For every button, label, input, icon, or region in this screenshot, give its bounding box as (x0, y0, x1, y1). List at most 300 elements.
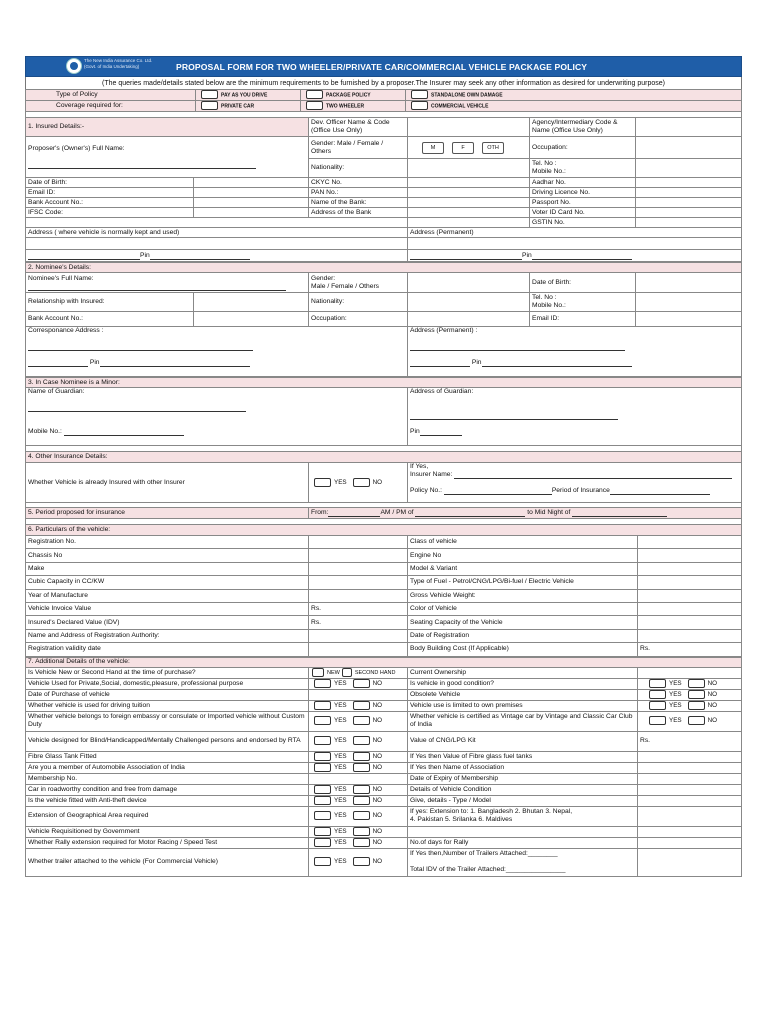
input-cell[interactable] (638, 602, 742, 615)
input-cell[interactable] (408, 198, 530, 208)
no-checkbox[interactable] (353, 716, 370, 725)
input-cell[interactable] (638, 629, 742, 642)
label: Body Building Cost (If Applicable) (408, 643, 638, 656)
input-cell[interactable] (408, 273, 530, 293)
answer-cell[interactable] (309, 667, 408, 678)
input-cell[interactable] (408, 208, 530, 218)
period-cell[interactable] (309, 508, 742, 519)
no-checkbox[interactable] (688, 716, 705, 725)
input-cell[interactable] (638, 536, 742, 549)
label: Name and Address of Registration Authority: (26, 629, 309, 642)
checkbox[interactable] (201, 101, 218, 110)
label: Name of the Bank: (309, 198, 408, 208)
label: Tel. No : (532, 160, 557, 167)
label: Date of Expiry of Membership (408, 773, 638, 784)
label: Nationality: (309, 159, 408, 178)
input-cell[interactable]: Rs. (309, 616, 408, 629)
nominee-name-cell[interactable] (26, 273, 309, 293)
no-checkbox[interactable] (353, 838, 370, 847)
guardian-cell[interactable] (26, 388, 408, 446)
label: Aadhar No. (530, 178, 636, 188)
gender-oth-box[interactable]: OTH (482, 142, 504, 154)
label: Bank Account No.: (26, 312, 194, 327)
label: CKYC No. (309, 178, 408, 188)
yes-checkbox[interactable] (649, 701, 666, 710)
input-cell[interactable] (408, 178, 530, 188)
no-checkbox[interactable] (353, 679, 370, 688)
additional-row (26, 667, 742, 678)
answer-cell[interactable] (638, 711, 742, 731)
label: Vehicle Invoice Value (26, 602, 309, 615)
section-1-title: 1. Insured Details:- (26, 118, 309, 137)
yes-checkbox[interactable] (314, 478, 331, 487)
input-cell[interactable] (408, 293, 530, 312)
intro-note: (The queries made/details stated below are the minimum requirements to be furnished by a proposer.The Insurer may seek any other information as desired for underwriting purpose) (25, 77, 742, 89)
label: Vehicle designed for Blind/Handicapped/Mentally Challenged persons and endorsed by RTA (26, 731, 309, 751)
answer-cell[interactable] (309, 689, 408, 700)
input-cell[interactable] (26, 238, 408, 250)
no-checkbox[interactable] (353, 478, 370, 487)
answer-cell[interactable] (638, 826, 742, 837)
blank-line (28, 162, 256, 169)
answer-cell[interactable] (309, 806, 408, 826)
answer-cell[interactable] (638, 773, 742, 784)
label: Gender: (311, 274, 336, 282)
yes-checkbox[interactable] (314, 679, 331, 688)
label: Pin (410, 428, 420, 435)
answer-cell[interactable] (309, 731, 408, 751)
label: Occupation: (309, 312, 408, 327)
no-checkbox[interactable] (353, 752, 370, 761)
input-cell[interactable] (636, 118, 742, 137)
input-cell[interactable] (309, 562, 408, 575)
answer-cell[interactable] (309, 751, 408, 762)
label: NO (372, 858, 383, 866)
label: Driving Licence No. (530, 188, 636, 198)
blank-line (415, 510, 525, 517)
label: Date of Purchase of vehicle (26, 689, 309, 700)
input-cell[interactable] (636, 293, 742, 312)
input-cell[interactable] (408, 312, 530, 327)
label: Passport No. (530, 198, 636, 208)
yes-checkbox[interactable] (649, 679, 666, 688)
input-cell[interactable]: Rs. (638, 643, 742, 656)
additional-row (26, 837, 742, 848)
input-cell[interactable] (408, 188, 530, 198)
additional-row (26, 848, 742, 876)
answer-cell[interactable] (309, 795, 408, 806)
label: YES (334, 753, 347, 761)
label: Address of Guardian: (410, 388, 474, 395)
answer-cell[interactable] (638, 848, 742, 876)
answer-cell[interactable] (638, 762, 742, 773)
answer-cell[interactable] (309, 700, 408, 711)
input-cell[interactable] (408, 238, 742, 250)
no-checkbox[interactable] (688, 690, 705, 699)
gender-options (408, 137, 530, 159)
input-cell[interactable] (636, 218, 742, 228)
section-4-title: 4. Other Insurance Details: (26, 452, 742, 463)
label: Address (Permanent) (408, 228, 742, 238)
blank-line (454, 472, 732, 479)
blank-line (482, 360, 632, 367)
label: AM / PM of (380, 509, 416, 516)
label: NO (707, 702, 718, 710)
vehicle-row (26, 616, 742, 629)
label: YES (334, 786, 347, 794)
label: Vehicle use is limited to own premises (408, 700, 638, 711)
yes-checkbox[interactable] (314, 785, 331, 794)
input-cell[interactable] (636, 312, 742, 327)
insurer-details-cell[interactable] (408, 463, 742, 503)
answer-cell[interactable] (638, 784, 742, 795)
yes-checkbox[interactable] (314, 752, 331, 761)
label: Engine No (408, 549, 638, 562)
gender-m-box[interactable]: M (422, 142, 444, 154)
yes-checkbox[interactable] (314, 701, 331, 710)
label: Policy No.: (410, 487, 444, 494)
corr-address-cell[interactable] (26, 327, 408, 377)
no-checkbox[interactable] (353, 763, 370, 772)
label: YES (334, 479, 347, 487)
company-name: The New India Assurance Co. Ltd. (Govt. of India Undertaking) (84, 58, 153, 69)
period-table (25, 507, 742, 519)
label: Seating Capacity of the Vehicle (408, 616, 638, 629)
label: Year of Manufacture (26, 589, 309, 602)
label: If Yes, (410, 463, 429, 470)
no-checkbox[interactable] (353, 811, 370, 820)
no-checkbox[interactable] (353, 736, 370, 745)
option-label: PRIVATE CAR (221, 103, 255, 110)
input-cell[interactable] (194, 293, 309, 312)
label: NO (707, 717, 718, 725)
perm-address-cell[interactable] (408, 327, 742, 377)
answer-cell[interactable]: Rs. (638, 731, 742, 751)
label: Corresponance Address : (28, 327, 104, 334)
blank-line (28, 344, 253, 351)
second-hand-checkbox[interactable] (342, 668, 352, 677)
input-cell[interactable] (408, 159, 530, 178)
input-cell[interactable] (636, 159, 742, 178)
label: Pin (140, 251, 150, 259)
label: GSTIN No. (530, 218, 636, 228)
no-checkbox[interactable] (353, 701, 370, 710)
answer-cell[interactable] (309, 711, 408, 731)
company-logo-icon (66, 58, 82, 74)
answer-cell[interactable] (309, 837, 408, 848)
yes-checkbox[interactable] (314, 857, 331, 866)
vehicle-row (26, 602, 742, 615)
label: Whether trailer attached to the vehicle (For Commercial Vehicle) (26, 848, 309, 876)
input-cell[interactable] (636, 208, 742, 218)
label: Male / Female / Others (311, 282, 380, 290)
policy-type-table (25, 89, 742, 112)
label: NO (372, 680, 383, 688)
proposer-name-cell[interactable] (26, 137, 309, 178)
form-title: PROPOSAL FORM FOR TWO WHEELER/PRIVATE CAR/COMMERCIAL VEHICLE PACKAGE POLICY (176, 61, 588, 72)
answer-cell[interactable] (638, 689, 742, 700)
no-checkbox[interactable] (353, 785, 370, 794)
label: Relationship with Insured: (26, 293, 194, 312)
label: Mobile No.: (532, 302, 566, 309)
additional-row (26, 826, 742, 837)
label: NO (372, 797, 383, 805)
input-cell[interactable] (636, 178, 742, 188)
answer-cell[interactable] (309, 678, 408, 689)
label: Whether Rally extension required for Motor Racing / Speed Test (26, 837, 309, 848)
vehicle-row (26, 562, 742, 575)
label: Address (Permanent) : (410, 327, 478, 334)
checkbox[interactable] (411, 90, 428, 99)
label: Pin (522, 251, 532, 259)
option-label: STANDALONE OWN DAMAGE (431, 92, 503, 99)
label: YES (669, 680, 682, 688)
blank-line (100, 360, 250, 367)
blank-line (410, 413, 618, 420)
input-cell[interactable] (194, 208, 309, 218)
pin-cell[interactable] (26, 250, 408, 262)
label: YES (334, 702, 347, 710)
label: Whether vehicle is certified as Vintage car by Vintage and Classic Car Club of India (408, 711, 638, 731)
blank-line (410, 253, 522, 260)
type-of-policy-label: Type of Policy (26, 90, 196, 101)
label: YES (334, 812, 347, 820)
blank-line (444, 488, 552, 495)
input-cell[interactable] (194, 188, 309, 198)
label: Model & Variant (408, 562, 638, 575)
label: Date of Birth: (26, 178, 194, 188)
label: Car in roadworthy condition and free from damage (26, 784, 309, 795)
additional-details-table (25, 657, 742, 877)
label: Agency/Intermediary Code & Name (Office Use Only) (530, 118, 636, 137)
additional-row (26, 806, 742, 826)
label: IFSC Code: (26, 208, 194, 218)
label: NO (372, 828, 383, 836)
answer-cell[interactable] (309, 784, 408, 795)
answer-cell[interactable] (638, 678, 742, 689)
vehicle-row (26, 643, 742, 656)
label: If Yes then,Number of Trailers Attached:________ Total IDV of the Trailer Attached:________________ (408, 848, 638, 876)
input-cell[interactable]: Rs. (309, 602, 408, 615)
blank-line (532, 253, 632, 260)
checkbox[interactable] (306, 90, 323, 99)
pin-cell[interactable] (408, 250, 742, 262)
label: to Mid Night of (525, 509, 573, 516)
yes-checkbox[interactable] (314, 716, 331, 725)
no-checkbox[interactable] (353, 827, 370, 836)
label: NO (372, 812, 383, 820)
input-cell[interactable] (638, 576, 742, 589)
input-cell[interactable] (636, 273, 742, 293)
gender-cell (309, 273, 408, 293)
input-cell[interactable] (636, 198, 742, 208)
blank-line (28, 360, 88, 367)
label: Whether vehicle belongs to foreign embassy or consulate or Imported vehicle without Custom Duty (26, 711, 309, 731)
blank-line (410, 360, 470, 367)
label: NO (372, 764, 383, 772)
label: Obsolete Vehicle (408, 689, 638, 700)
no-checkbox[interactable] (353, 857, 370, 866)
input-cell[interactable] (636, 188, 742, 198)
input-cell[interactable] (638, 589, 742, 602)
label: NO (372, 839, 383, 847)
additional-row (26, 731, 742, 751)
label: Is vehicle in good condition? (408, 678, 638, 689)
label: Occupation: (530, 137, 636, 159)
label: Insurer Name: (410, 471, 455, 478)
answer-cell[interactable] (638, 751, 742, 762)
input-cell[interactable] (309, 549, 408, 562)
input-cell[interactable] (194, 312, 309, 327)
label: Tel. No : (532, 294, 557, 301)
label: If Yes then Name of Association (408, 762, 638, 773)
label: Color of Vehicle (408, 602, 638, 615)
blank-line (28, 405, 246, 412)
new-checkbox[interactable] (312, 668, 324, 677)
answer-cell[interactable] (309, 826, 408, 837)
label: Are you a member of Automobile Association of India (26, 762, 309, 773)
input-cell[interactable] (638, 549, 742, 562)
checkbox[interactable] (306, 101, 323, 110)
section-6-title: 6. Particulars of the vehicle: (26, 525, 742, 536)
section-3-title: 3. In Case Nominee is a Minor: (26, 378, 742, 388)
label: Membership No. (26, 773, 309, 784)
label: NO (372, 753, 383, 761)
minor-nominee-table (25, 377, 742, 446)
label: Nominee's Full Name: (28, 274, 94, 282)
input-cell[interactable] (408, 118, 530, 137)
label: Is Vehicle New or Second Hand at the time of purchase? (26, 667, 309, 678)
label: YES (334, 737, 347, 745)
checkbox[interactable] (201, 90, 218, 99)
other-insurance-table (25, 451, 742, 503)
label: Voter ID Card No. (530, 208, 636, 218)
additional-row (26, 700, 742, 711)
label: YES (334, 717, 347, 725)
label: Nationality: (309, 293, 408, 312)
label: Class of vehicle (408, 536, 638, 549)
answer-cell[interactable] (638, 667, 742, 678)
label: Date of Registration (408, 629, 638, 642)
label: Pin (89, 359, 100, 366)
label: From: (311, 509, 329, 516)
option-label: TWO WHEELER (326, 103, 365, 110)
answer-cell[interactable] (638, 700, 742, 711)
yes-checkbox[interactable] (649, 716, 666, 725)
yes-checkbox[interactable] (314, 736, 331, 745)
label: Type of Fuel - Petrol/CNG/LPG/Bi-fuel / Electric Vehicle (408, 576, 638, 589)
input-cell[interactable] (309, 576, 408, 589)
yes-checkbox[interactable] (314, 838, 331, 847)
answer-cell[interactable] (309, 773, 408, 784)
option-label: COMMERCIAL VEHICLE (431, 103, 489, 110)
no-checkbox[interactable] (688, 679, 705, 688)
label: NO (707, 691, 718, 699)
label: NO (372, 737, 383, 745)
no-checkbox[interactable] (688, 701, 705, 710)
input-cell[interactable] (309, 536, 408, 549)
label: Vehicle Used for Private,Social, domestic,pleasure, professional purpose (26, 678, 309, 689)
additional-row (26, 773, 742, 784)
blank-line (28, 284, 286, 291)
blank-line (150, 253, 250, 260)
no-checkbox[interactable] (353, 796, 370, 805)
answer-cell[interactable] (638, 795, 742, 806)
label: Whether vehicle is used for driving tuition (26, 700, 309, 711)
label: Cubic Capacity in CC/KW (26, 576, 309, 589)
guardian-address-cell[interactable] (408, 388, 742, 446)
yes-checkbox[interactable] (314, 763, 331, 772)
label: Mobile No.: (28, 428, 64, 435)
additional-row (26, 711, 742, 731)
answer-cell[interactable] (309, 848, 408, 876)
answer-cell[interactable] (309, 762, 408, 773)
input-cell[interactable] (638, 562, 742, 575)
tel-mobile (530, 293, 636, 312)
vehicle-row (26, 536, 742, 549)
gender-f-box[interactable]: F (452, 142, 474, 154)
blank-line (64, 429, 184, 436)
input-cell[interactable] (194, 198, 309, 208)
label: PAN No.: (309, 188, 408, 198)
input-cell[interactable] (309, 629, 408, 642)
vehicle-row (26, 549, 742, 562)
label: Insured's Declared Value (IDV) (26, 616, 309, 629)
answer-cell[interactable] (638, 837, 742, 848)
label: SECOND HAND (354, 670, 396, 677)
additional-row (26, 678, 742, 689)
label: NEW (327, 670, 340, 677)
input-cell[interactable] (309, 589, 408, 602)
yes-checkbox[interactable] (314, 827, 331, 836)
checkbox[interactable] (411, 101, 428, 110)
additional-row (26, 751, 742, 762)
form-header (25, 56, 742, 77)
blank-line (420, 429, 462, 436)
proposal-form (25, 56, 742, 877)
input-cell[interactable] (636, 137, 742, 159)
input-cell[interactable] (638, 616, 742, 629)
label: Registration validity date (26, 643, 309, 656)
label: YES (334, 839, 347, 847)
label: Current Ownership (408, 667, 638, 678)
additional-row (26, 795, 742, 806)
option-label: PAY AS YOU DRIVE (221, 92, 268, 99)
yes-checkbox[interactable] (649, 690, 666, 699)
vehicle-row (26, 589, 742, 602)
vehicle-particulars-table (25, 524, 742, 657)
input-cell[interactable] (194, 178, 309, 188)
yes-checkbox[interactable] (314, 811, 331, 820)
section-5-title: 5. Period proposed for insurance (26, 508, 309, 519)
additional-row (26, 784, 742, 795)
option-label: PACKAGE POLICY (326, 92, 371, 99)
label: Gender: Male / Female / Others (309, 137, 408, 159)
tel-mobile (530, 159, 636, 178)
input-cell[interactable] (309, 643, 408, 656)
label: YES (334, 764, 347, 772)
answer-cell[interactable] (638, 806, 742, 826)
label: Name of Guardian: (28, 388, 85, 395)
label: NO (372, 702, 383, 710)
yes-checkbox[interactable] (314, 796, 331, 805)
label: Date of Birth: (530, 273, 636, 293)
label: NO (372, 786, 383, 794)
label: YES (334, 828, 347, 836)
blank-line (610, 488, 710, 495)
vehicle-row (26, 629, 742, 642)
blank-line (572, 510, 667, 517)
